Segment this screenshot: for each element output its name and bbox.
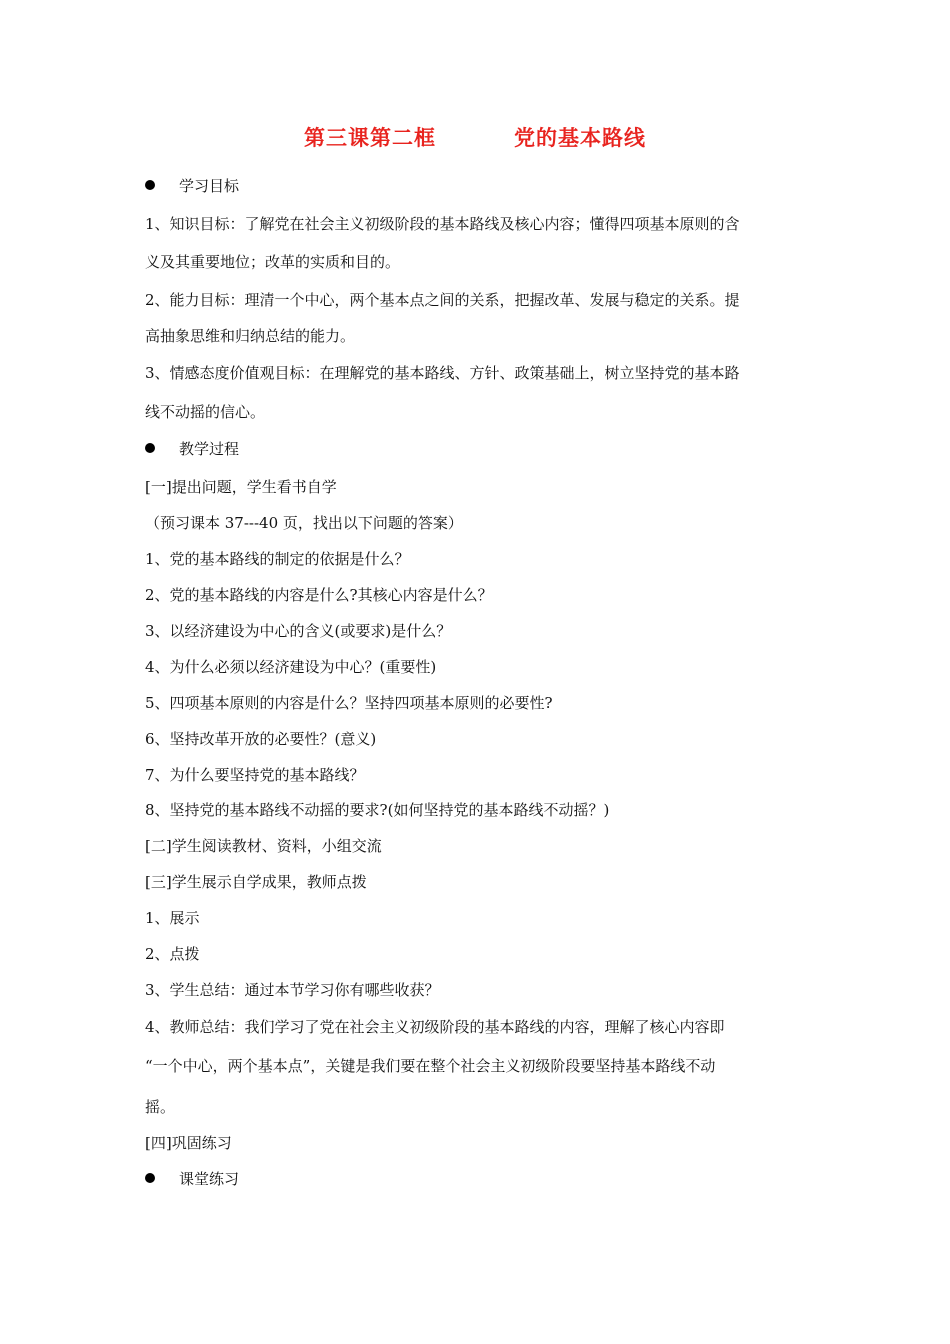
process-line: 4、教师总结：我们学习了党在社会主义初级阶段的基本路线的内容，理解了核心内容即 <box>145 1018 725 1036</box>
process-line: 4、为什么必须以经济建设为中心？(重要性) <box>145 658 437 676</box>
process-line: [三]学生展示自学成果，教师点拨 <box>145 873 367 891</box>
process-line: 7、为什么要坚持党的基本路线？ <box>145 766 365 784</box>
process-line: 1、展示 <box>145 909 200 927</box>
process-line: 摇。 <box>145 1098 176 1116</box>
process-line: （预习课本 37---40 页，找出以下问题的答案） <box>145 514 463 532</box>
process-line: 2、点拨 <box>145 945 200 963</box>
practice-heading: 课堂练习 <box>145 1169 239 1189</box>
goal-line: 2、能力目标：理清一个中心，两个基本点之间的关系，把握改革、发展与稳定的关系。提 <box>145 291 740 309</box>
process-line: [二]学生阅读教材、资料，小组交流 <box>145 837 382 855</box>
title-topic: 党的基本路线 <box>514 125 646 150</box>
goal-line: 线不动摇的信心。 <box>145 403 266 421</box>
process-line: 2、党的基本路线的内容是什么?其核心内容是什么？ <box>145 586 493 604</box>
process-line: 3、以经济建设为中心的含义(或要求)是什么？ <box>145 622 452 640</box>
process-line: “一个中心，两个基本点”，关键是我们要在整个社会主义初级阶段要坚持基本路线不动 <box>145 1057 716 1075</box>
process-line: 6、坚持改革开放的必要性？(意义) <box>145 730 377 748</box>
page-title <box>0 122 950 152</box>
process-heading: 教学过程 <box>145 439 239 459</box>
bullet-icon <box>145 1173 155 1183</box>
bullet-icon <box>145 180 155 190</box>
process-line: 3、学生总结：通过本节学习你有哪些收获？ <box>145 981 440 999</box>
goal-line: 义及其重要地位；改革的实质和目的。 <box>145 253 401 271</box>
process-line: 1、党的基本路线的制定的依据是什么？ <box>145 550 410 568</box>
process-line: 8、坚持党的基本路线不动摇的要求?(如何坚持党的基本路线不动摇？) <box>145 801 610 819</box>
title-lesson: 第三课第二框 <box>304 125 436 150</box>
process-line: [四]巩固练习 <box>145 1134 232 1152</box>
goal-line: 3、情感态度价值观目标：在理解党的基本路线、方针、政策基础上，树立坚持党的基本路 <box>145 364 740 382</box>
goals-heading: 学习目标 <box>145 176 239 196</box>
goal-line: 1、知识目标：了解党在社会主义初级阶段的基本路线及核心内容；懂得四项基本原则的含 <box>145 215 740 233</box>
goal-line: 高抽象思维和归纳总结的能力。 <box>145 327 356 345</box>
process-line: [一]提出问题，学生看书自学 <box>145 478 337 496</box>
bullet-icon <box>145 443 155 453</box>
process-line: 5、四项基本原则的内容是什么？坚持四项基本原则的必要性? <box>145 694 553 712</box>
